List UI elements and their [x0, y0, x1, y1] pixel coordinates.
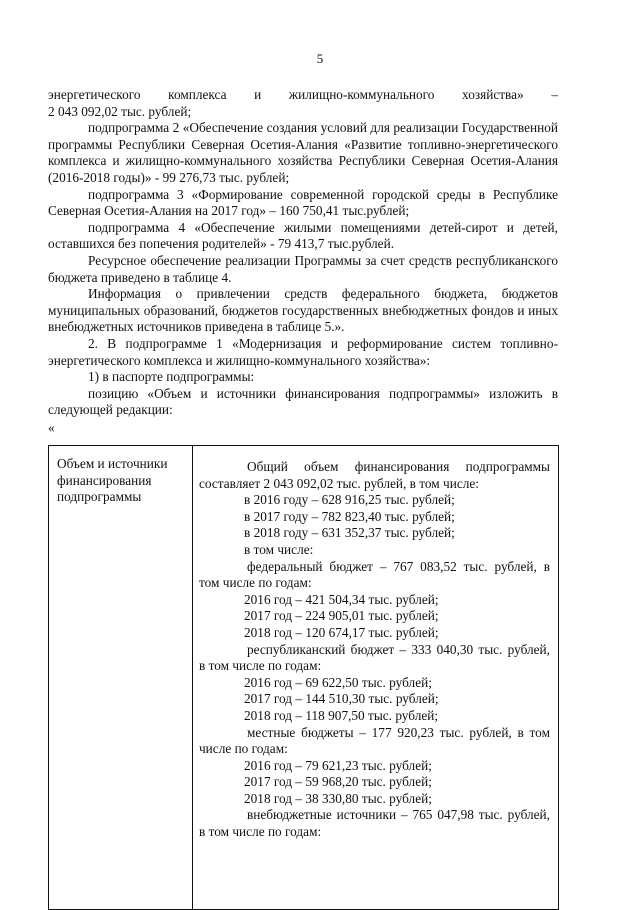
year-line: 2017 год – 224 905,01 тыс. рублей; — [244, 608, 439, 624]
local-budget-line: числе по годам: — [199, 741, 288, 757]
year-line: в 2016 году – 628 916,25 тыс. рублей; — [244, 492, 455, 508]
year-line: в 2018 году – 631 352,37 тыс. рублей; — [244, 525, 455, 541]
year-line: 2018 год – 120 674,17 тыс. рублей; — [244, 624, 439, 640]
total-line: Общий объем финансирования подпрограммы — [247, 459, 550, 474]
federal-budget-line: том числе по годам: — [199, 575, 312, 591]
financing-value-cell — [193, 446, 559, 910]
republican-budget-line: в том числе по годам: — [199, 658, 322, 674]
extrabudgetary-line: внебюджетные источники – 765 047,98 тыс. рублей, — [247, 807, 550, 823]
year-line: 2016 год – 69 622,50 тыс. рублей; — [244, 674, 432, 690]
financing-label-cell: Объем и источники финансирования подпрограммы — [49, 446, 193, 910]
document-body — [48, 87, 558, 435]
page-number: 5 — [316, 51, 324, 66]
year-line: 2016 год – 421 504,34 тыс. рублей; — [244, 591, 439, 607]
paragraph-federal-funding-info: Информация о привлечении средств федерального бюджета, бюджетов муниципальных образований, бюджетов государственных внебюджетных фондов и иных внебюджетных источников приведена в таблице 5.». — [48, 286, 558, 335]
federal-budget-line: федеральный бюджет – 767 083,52 тыс. рублей, в — [247, 558, 550, 574]
paragraph-amendment-2: 2. В подпрограмме 1 «Модернизация и реформирование систем топливно-энергетического комплекса и жилищно-коммунального хозяйства»: — [48, 335, 558, 368]
paragraph-passport: 1) в паспорте подпрограммы: — [88, 369, 255, 385]
year-line: в 2017 году – 782 823,40 тыс. рублей; — [244, 508, 455, 524]
paragraph-subprogram-1-total: энергетического комплекса и жилищно-коммунального хозяйства» – 2 043 092,02 тыс. рублей; — [48, 87, 558, 119]
year-line: 2016 год – 79 621,23 тыс. рублей; — [244, 757, 432, 773]
paragraph-subprogram-2: подпрограмма 2 «Обеспечение создания условий для реализации Государственной программы Республики Северная Осетия-Алания «Развитие топливно-энергетического комплекса и жилищно-коммунального хозяйства Республики Северная Осетия-Алания (2016-2018 годы)» - 99 276,73 тыс. рублей; — [48, 120, 558, 185]
local-budget-line: местные бюджеты – 177 920,23 тыс. рублей, в том — [247, 724, 550, 740]
opening-quote: « — [48, 419, 55, 435]
paragraph-subprogram-3: подпрограмма 3 «Формирование современной городской среды в Республике Северная Осетия-Алания на 2017 год» – 160 750,41 тыс.рублей; — [48, 186, 558, 219]
paragraph-subprogram-4: подпрограмма 4 «Обеспечение жилыми помещениями детей-сирот и детей, оставшихся без попечения родителей» - 79 413,7 тыс.рублей. — [48, 219, 558, 252]
financing-table — [48, 445, 559, 910]
paragraph-position-wording: позицию «Объем и источники финансирования подпрограммы» изложить в следующей редакции: — [48, 385, 558, 418]
year-line: 2018 год – 38 330,80 тыс. рублей; — [244, 790, 432, 806]
republican-budget-line: республиканский бюджет – 333 040,30 тыс. рублей, — [247, 641, 550, 657]
including-label: в том числе: — [244, 541, 314, 557]
year-line: 2017 год – 59 968,20 тыс. рублей; — [244, 774, 432, 790]
paragraph-resource-provision: Ресурсное обеспечение реализации Программы за счет средств республиканского бюджета приведено в таблице 4. — [48, 252, 558, 285]
year-line: 2017 год – 144 510,30 тыс. рублей; — [244, 691, 439, 707]
year-line: 2018 год – 118 907,50 тыс. рублей; — [244, 707, 439, 723]
total-line: составляет 2 043 092,02 тыс. рублей, в том числе: — [199, 475, 479, 491]
extrabudgetary-line: в том числе по годам: — [199, 824, 322, 840]
table-row — [49, 446, 559, 910]
